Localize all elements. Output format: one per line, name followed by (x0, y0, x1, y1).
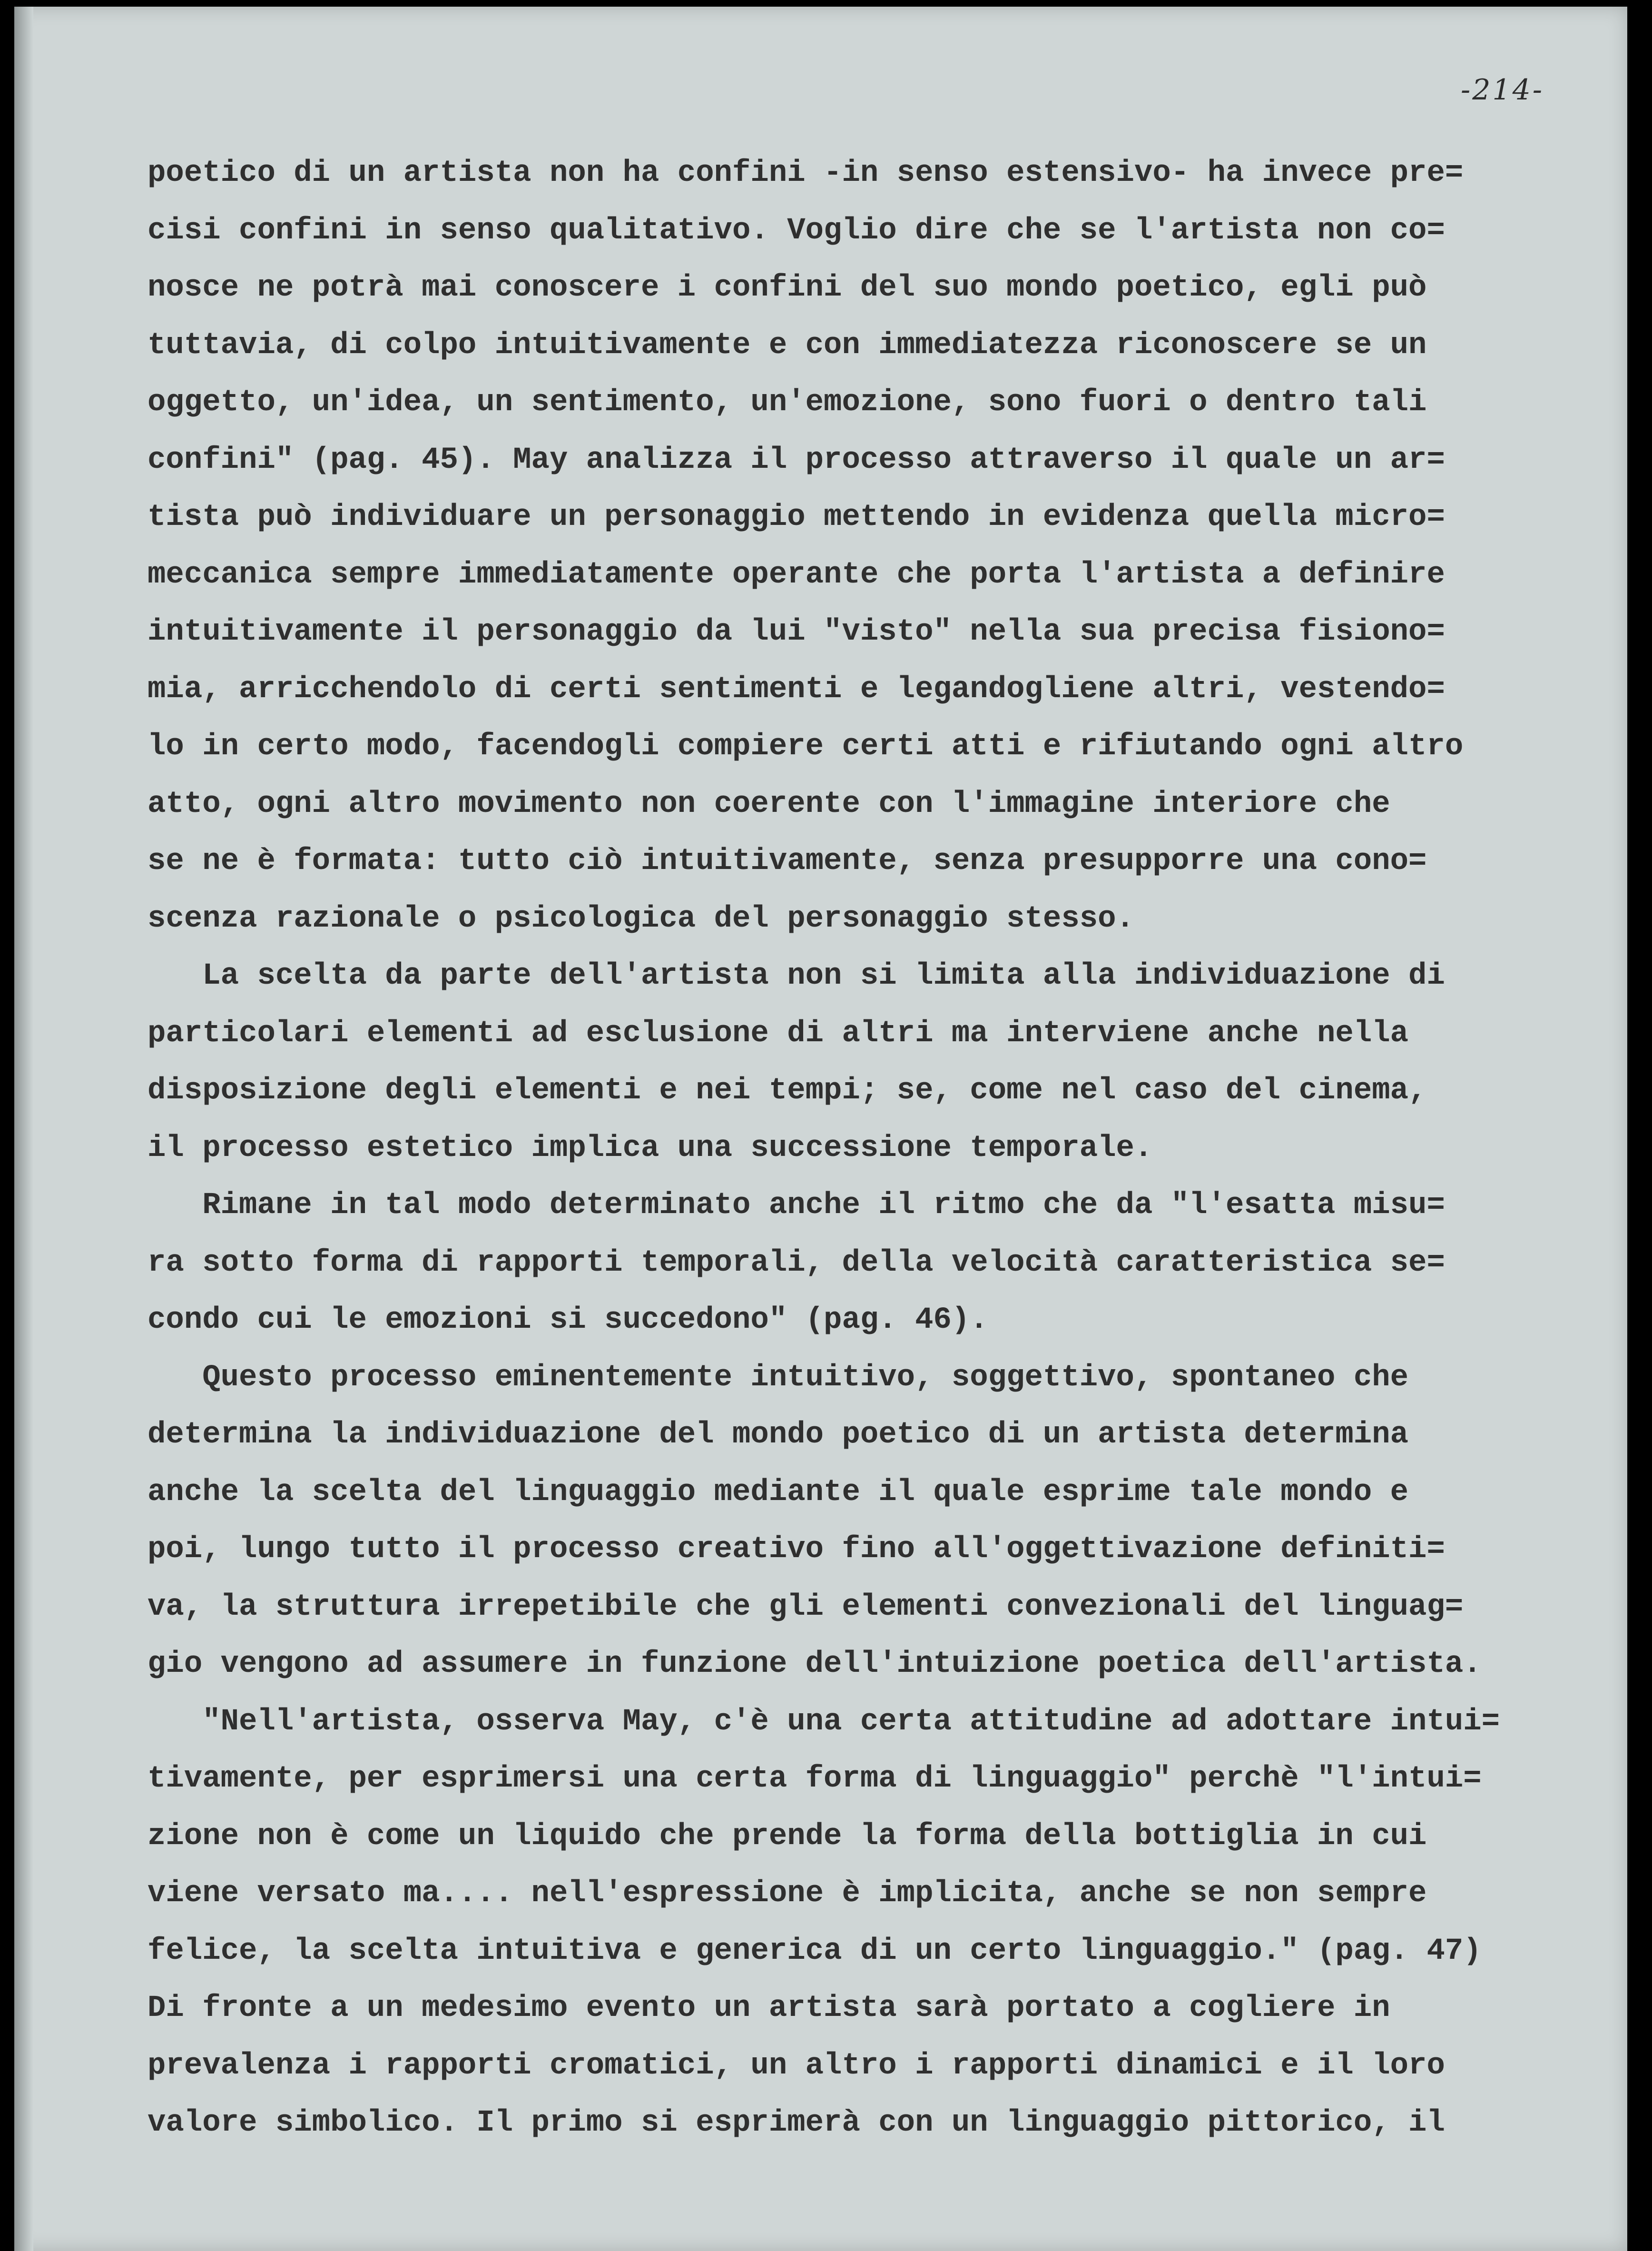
text-line: felice, la scelta intuitiva e generica di un certo linguaggio." (pag. 47) (148, 1934, 1482, 1968)
text-line: Di fronte a un medesimo evento un artista sarà portato a cogliere in (148, 1991, 1390, 2025)
text-line: La scelta da parte dell'artista non si limita alla individuazione di (148, 959, 1445, 993)
text-line: confini" (pag. 45). May analizza il processo attraverso il quale un ar= (148, 443, 1445, 477)
text-line: Rimane in tal modo determinato anche il ritmo che da "l'esatta misu= (148, 1188, 1445, 1223)
text-line: atto, ogni altro movimento non coerente con l'immagine interiore che (148, 787, 1390, 821)
text-line: Questo processo eminentemente intuitivo, soggettivo, spontaneo che (148, 1360, 1409, 1395)
document-page (14, 7, 1627, 2251)
text-line: meccanica sempre immediatamente operante che porta l'artista a definire (148, 557, 1445, 592)
text-line: tivamente, per esprimersi una certa forma di linguaggio" perchè "l'intui= (148, 1762, 1482, 1796)
text-line: tuttavia, di colpo intuitivamente e con immediatezza riconoscere se un (148, 328, 1427, 363)
text-line: oggetto, un'idea, un sentimento, un'emozione, sono fuori o dentro tali (148, 385, 1427, 420)
text-line: lo in certo modo, facendogli compiere certi atti e rifiutando ogni altro (148, 730, 1464, 764)
text-line: viene versato ma.... nell'espressione è implicita, anche se non sempre (148, 1876, 1427, 1911)
text-line: ra sotto forma di rapporti temporali, della velocità caratteristica se= (148, 1245, 1445, 1280)
text-line: prevalenza i rapporti cromatici, un altro i rapporti dinamici e il loro (148, 2048, 1445, 2083)
page-number: -214- (1461, 73, 1544, 107)
text-line: nosce ne potrà mai conoscere i confini del suo mondo poetico, egli può (148, 271, 1427, 305)
text-line: zione non è come un liquido che prende la forma della bottiglia in cui (148, 1819, 1427, 1854)
text-line: cisi confini in senso qualitativo. Voglio dire che se l'artista non co= (148, 213, 1445, 248)
text-line: determina la individuazione del mondo poetico di un artista determina (148, 1418, 1409, 1452)
text-line: condo cui le emozioni si succedono" (pag. 46). (148, 1303, 988, 1337)
text-line: scenza razionale o psicologica del personaggio stesso. (148, 901, 1134, 936)
text-line: tista può individuare un personaggio mettendo in evidenza quella micro= (148, 500, 1445, 534)
text-line: disposizione degli elementi e nei tempi; se, come nel caso del cinema, (148, 1074, 1427, 1108)
text-line: poetico di un artista non ha confini -in senso estensivo- ha invece pre= (148, 156, 1464, 190)
text-line: il processo estetico implica una successione temporale. (148, 1131, 1153, 1165)
text-line: poi, lungo tutto il processo creativo fino all'oggettivazione definiti= (148, 1532, 1445, 1567)
typewritten-text (148, 145, 1580, 2152)
text-line: valore simbolico. Il primo si esprimerà con un linguaggio pittorico, il (148, 2106, 1445, 2140)
text-line: intuitivamente il personaggio da lui "visto" nella sua precisa fisiono= (148, 615, 1445, 649)
binding-shadow (14, 7, 33, 2251)
text-line: mia, arricchendolo di certi sentimenti e legandogliene altri, vestendo= (148, 672, 1445, 707)
text-line: gio vengono ad assumere in funzione dell'intuizione poetica dell'artista. (148, 1647, 1482, 1681)
text-line: particolari elementi ad esclusione di altri ma interviene anche nella (148, 1016, 1409, 1051)
text-line: se ne è formata: tutto ciò intuitivamente, senza presupporre una cono= (148, 844, 1427, 879)
text-line: va, la struttura irrepetibile che gli elementi convezionali del linguag= (148, 1590, 1464, 1624)
text-line: "Nell'artista, osserva May, c'è una certa attitudine ad adottare intui= (148, 1704, 1500, 1739)
text-line: anche la scelta del linguaggio mediante il quale esprime tale mondo e (148, 1475, 1409, 1510)
